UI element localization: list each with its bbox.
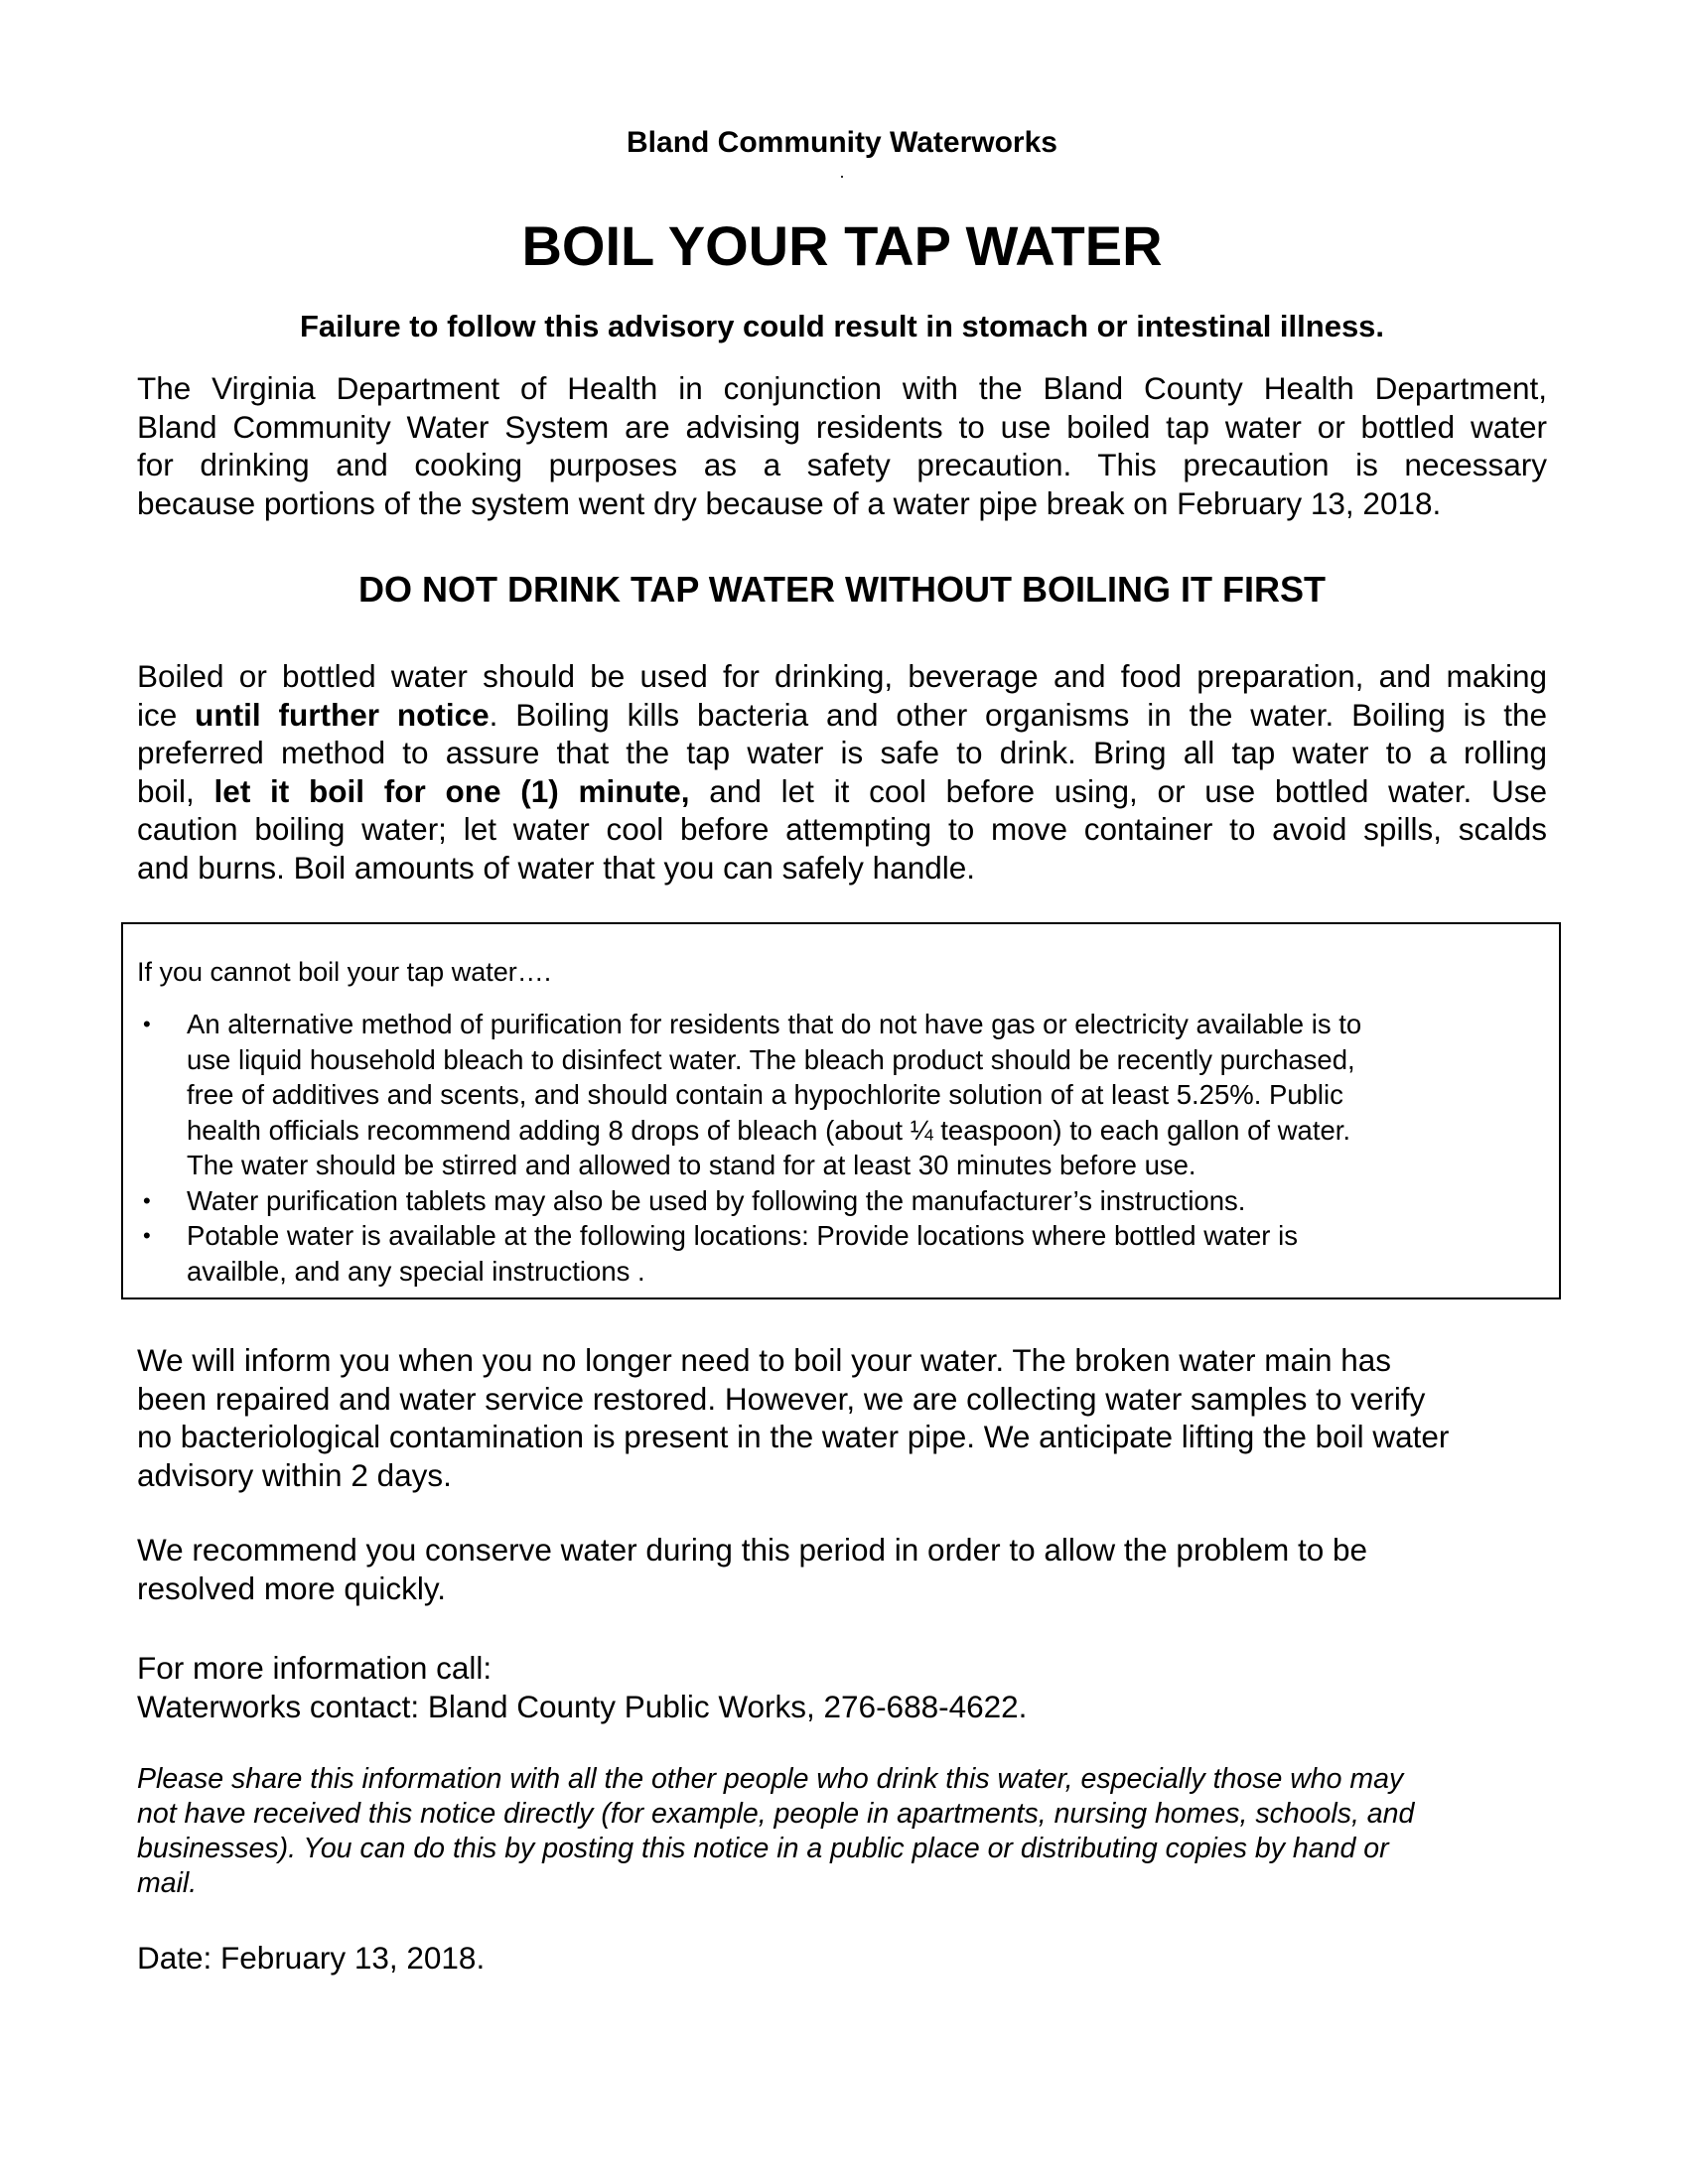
notice-title: BOIL YOUR TAP WATER [521, 214, 1163, 277]
boil-one-minute-emphasis: let it boil for one (1) minute, [213, 772, 690, 809]
bullet-icon: • [143, 1187, 151, 1213]
bullet-line: Potable water is available at the following locations: Provide locations where bottled water is [187, 1220, 1298, 1251]
instruction-line: boil, let it boil for one (1) minute, and let it cool before using, or use bottled water. Use [137, 772, 1547, 809]
inform-line: no bacteriological contamination is present in the water pipe. We anticipate lifting the boil water [137, 1419, 1450, 1454]
header-dot: . [839, 162, 845, 182]
bullet-icon: • [143, 1223, 151, 1248]
until-further-notice-emphasis: until further notice [195, 696, 490, 733]
inform-paragraph [137, 1341, 1547, 1494]
intro-line: for drinking and cooking purposes as a safety precaution. This precaution is necessary [137, 447, 1547, 482]
list-item [137, 1007, 1547, 1183]
conserve-line: resolved more quickly. [137, 1570, 447, 1606]
organization-name: Bland Community Waterworks [627, 126, 1057, 159]
bullet-line: availble, and any special instructions . [187, 1255, 645, 1287]
bullet-line: Water purification tablets may also be used by following the manufacturer’s instructions. [187, 1184, 1246, 1216]
intro-paragraph [137, 369, 1547, 522]
bullet-icon: • [143, 1012, 151, 1036]
inform-line: advisory within 2 days. [137, 1456, 452, 1493]
bullet-line: An alternative method of purification for residents that do not have gas or electricity available is to [187, 1009, 1362, 1039]
alternative-methods-list [137, 1007, 1547, 1289]
list-item [137, 1183, 1547, 1219]
bullet-line: health officials recommend adding 8 drops of bleach (about ¼ teaspoon) to each gallon of water. [187, 1114, 1351, 1146]
illness-warning: Failure to follow this advisory could result in stomach or intestinal illness. [299, 309, 1385, 343]
list-item [137, 1218, 1547, 1289]
do-not-drink-heading: DO NOT DRINK TAP WATER WITHOUT BOILING IT FIRST [358, 569, 1326, 610]
instruction-line: caution boiling water; let water cool before attempting to move container to avoid spills, scalds [137, 811, 1547, 847]
share-line: mail. [137, 1867, 198, 1899]
share-line: not have received this notice directly (for example, people in apartments, nursing homes, schools, and [137, 1798, 1415, 1830]
bullet-line: The water should be stirred and allowed to stand for at least 30 minutes before use. [187, 1150, 1196, 1180]
instruction-line: Boiled or bottled water should be used for drinking, beverage and food preparation, and making [137, 658, 1547, 694]
notice-date: Date: February 13, 2018. [137, 1940, 486, 1976]
bullet-line: free of additives and scents, and should contain a hypochlorite solution of at least 5.25%. Public [187, 1079, 1343, 1110]
conserve-line: We recommend you conserve water during this period in order to allow the problem to be [137, 1532, 1368, 1568]
intro-line: The Virginia Department of Health in conjunction with the Bland County Health Department, [137, 370, 1547, 406]
share-notice-paragraph [137, 1762, 1547, 1901]
contact-line: For more information call: [137, 1650, 492, 1686]
share-line: businesses). You can do this by posting this notice in a public place or distributing copies by hand or [137, 1833, 1389, 1864]
inform-line: been repaired and water service restored. However, we are collecting water samples to verify [137, 1380, 1426, 1417]
instruction-line: and burns. Boil amounts of water that you can safely handle. [137, 849, 976, 886]
instruction-line: preferred method to assure that the tap water is safe to drink. Bring all tap water to a rolling [137, 735, 1547, 770]
contact-paragraph [137, 1649, 1547, 1725]
bullet-line: use liquid household bleach to disinfect water. The bleach product should be recently purchased, [187, 1043, 1355, 1075]
contact-phone-line: Waterworks contact: Bland County Public Works, 276-688-4622. [137, 1688, 1028, 1724]
intro-line: Bland Community Water System are advising residents to use boiled tap water or bottled water [137, 408, 1547, 445]
boil-instructions-paragraph [137, 657, 1547, 887]
share-line: Please share this information with all the other people who drink this water, especially those who may [137, 1763, 1404, 1795]
instruction-line: ice until further notice. Boiling kills bacteria and other organisms in the water. Boiling is the [137, 696, 1547, 733]
cannot-boil-intro: If you cannot boil your tap water…. [137, 957, 552, 987]
inform-line: We will inform you when you no longer need to boil your water. The broken water main has [137, 1342, 1392, 1378]
intro-line: because portions of the system went dry because of a water pipe break on February 13, 2018. [137, 484, 1442, 521]
conserve-paragraph [137, 1531, 1547, 1607]
